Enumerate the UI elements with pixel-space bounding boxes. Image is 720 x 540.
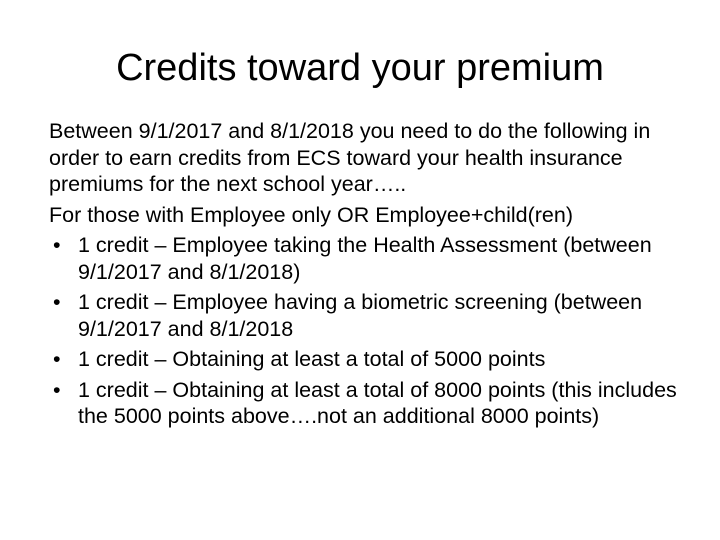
credit-item-text: 1 credit – Employee having a biometric screening (between 9/1/2017 and 8/1/2018 [78,290,643,341]
slide-body [49,118,699,434]
credit-item-text: 1 credit – Employee taking the Health Assessment (between 9/1/2017 and 8/1/2018) [78,233,652,284]
credit-list-item [49,289,699,342]
credit-list-item [49,232,699,285]
bullet-icon: • [53,290,61,314]
eligibility-subheading: For those with Employee only OR Employee+child(ren) [49,202,573,227]
credit-list-item [49,377,699,430]
credit-list-item [49,346,699,373]
bullet-icon: • [53,347,61,371]
credit-item-text: 1 credit – Obtaining at least a total of 5000 points [78,347,546,371]
slide-title: Credits toward your premium [116,47,604,89]
credit-item-text: 1 credit – Obtaining at least a total of 8000 points (this includes the 5000 points above….not an additional 8000 points) [78,377,677,428]
intro-paragraph: Between 9/1/2017 and 8/1/2018 you need to do the following in order to earn credits from ECS toward your health insurance premiums for the next school year….. [49,119,651,196]
bullet-icon: • [53,377,61,402]
credit-list [49,232,699,430]
bullet-icon: • [53,233,61,257]
